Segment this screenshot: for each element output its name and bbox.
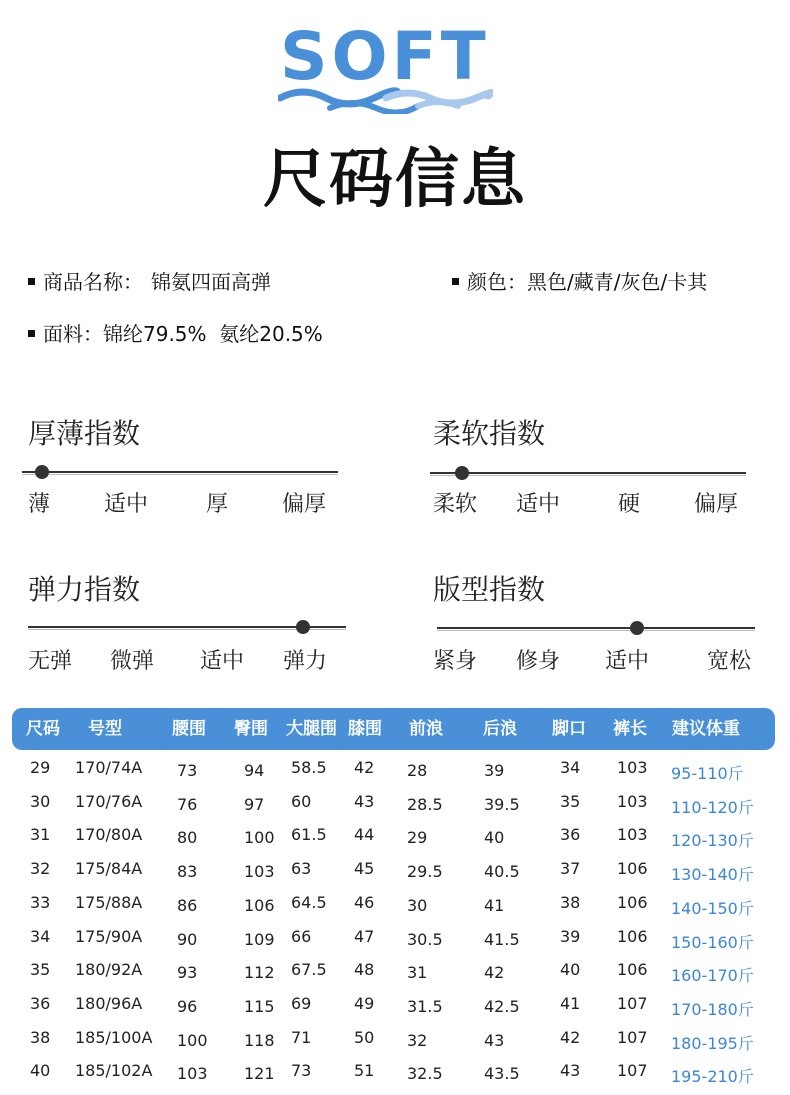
- cell-thigh: 66: [291, 927, 312, 946]
- cell-back-rise: 41.5: [484, 930, 520, 949]
- thickness-track: [22, 471, 338, 473]
- product-color-value: 黑色/藏青/灰色/卡其: [527, 270, 708, 294]
- product-fabric-line: [28, 318, 323, 347]
- index-title-thickness: 厚薄指数: [28, 417, 141, 450]
- cell-waist: 103: [177, 1064, 208, 1083]
- cell-size: 30: [30, 792, 51, 811]
- fit-track: [437, 627, 755, 629]
- cell-length: 106: [617, 893, 648, 912]
- softness-label-hard: 硬: [618, 492, 641, 517]
- header-thigh: 大腿围: [286, 719, 337, 739]
- logo-text: SOFT: [280, 18, 490, 95]
- fit-label-regular: 适中: [605, 649, 650, 674]
- cell-weight: 140-150斤: [671, 899, 754, 918]
- cell-size: 36: [30, 994, 51, 1013]
- cell-thigh: 63: [291, 859, 312, 878]
- elasticity-label-slight: 微弹: [110, 649, 155, 674]
- fit-label-tight: 紧身: [433, 649, 478, 674]
- cell-leg-opening: 38: [560, 893, 581, 912]
- cell-spec: 170/74A: [75, 758, 143, 777]
- cell-leg-opening: 43: [560, 1061, 581, 1080]
- cell-hip: 115: [244, 997, 275, 1016]
- cell-back-rise: 40: [484, 828, 505, 847]
- cell-length: 103: [617, 825, 648, 844]
- index-title-elasticity: 弹力指数: [28, 573, 141, 606]
- cell-leg-opening: 40: [560, 960, 581, 979]
- softness-label-medium: 适中: [516, 492, 561, 517]
- cell-thigh: 64.5: [291, 893, 327, 912]
- product-color-line: [452, 266, 707, 295]
- cell-leg-opening: 36: [560, 825, 581, 844]
- softness-track: [430, 472, 746, 474]
- cell-leg-opening: 41: [560, 994, 581, 1013]
- cell-weight: 170-180斤: [671, 1000, 754, 1019]
- header-waist: 腰围: [172, 719, 206, 739]
- cell-back-rise: 42.5: [484, 997, 520, 1016]
- cell-leg-opening: 34: [560, 758, 581, 777]
- cell-back-rise: 40.5: [484, 862, 520, 881]
- cell-weight: 110-120斤: [671, 798, 754, 817]
- index-title-fit: 版型指数: [433, 573, 546, 606]
- cell-length: 106: [617, 859, 648, 878]
- bullet-icon: [452, 278, 459, 285]
- cell-thigh: 71: [291, 1028, 312, 1047]
- elasticity-label-elastic: 弹力: [283, 649, 328, 674]
- header-hip: 臀围: [234, 719, 268, 739]
- logo-waves: [278, 86, 493, 114]
- cell-spec: 185/102A: [75, 1061, 153, 1080]
- thickness-label-thin: 薄: [28, 492, 51, 517]
- cell-size: 34: [30, 927, 51, 946]
- cell-size: 29: [30, 758, 51, 777]
- header-spec: 号型: [88, 719, 122, 739]
- cell-knee: 46: [354, 893, 375, 912]
- cell-spec: 180/92A: [75, 960, 143, 979]
- cell-front-rise: 29: [407, 828, 428, 847]
- header-size: 尺码: [26, 719, 60, 739]
- cell-waist: 76: [177, 795, 198, 814]
- cell-waist: 80: [177, 828, 198, 847]
- cell-back-rise: 43: [484, 1031, 505, 1050]
- cell-hip: 100: [244, 828, 275, 847]
- cell-waist: 86: [177, 896, 198, 915]
- softness-label-extra: 偏厚: [694, 492, 739, 517]
- cell-front-rise: 30.5: [407, 930, 443, 949]
- cell-thigh: 60: [291, 792, 312, 811]
- softness-label-soft: 柔软: [433, 492, 478, 517]
- cell-length: 103: [617, 758, 648, 777]
- cell-hip: 97: [244, 795, 265, 814]
- cell-front-rise: 31.5: [407, 997, 443, 1016]
- cell-spec: 185/100A: [75, 1028, 153, 1047]
- thickness-label-thick: 厚: [206, 492, 229, 517]
- header-back-rise: 后浪: [483, 719, 517, 739]
- cell-waist: 83: [177, 862, 198, 881]
- cell-length: 107: [617, 1028, 648, 1047]
- cell-hip: 118: [244, 1031, 275, 1050]
- cell-length: 106: [617, 960, 648, 979]
- cell-front-rise: 32: [407, 1031, 428, 1050]
- cell-knee: 44: [354, 825, 375, 844]
- bullet-icon: [28, 330, 35, 337]
- cell-knee: 43: [354, 792, 375, 811]
- cell-front-rise: 32.5: [407, 1064, 443, 1083]
- cell-length: 106: [617, 927, 648, 946]
- cell-back-rise: 39.5: [484, 795, 520, 814]
- product-name-line: [28, 266, 271, 295]
- cell-length: 107: [617, 1061, 648, 1080]
- cell-size: 31: [30, 825, 51, 844]
- header-front-rise: 前浪: [409, 719, 443, 739]
- softness-knob: [455, 466, 469, 480]
- cell-spec: 180/96A: [75, 994, 143, 1013]
- cell-weight: 195-210斤: [671, 1067, 754, 1086]
- cell-size: 35: [30, 960, 51, 979]
- product-fabric-label: 面料：: [43, 322, 103, 346]
- cell-length: 107: [617, 994, 648, 1013]
- cell-leg-opening: 39: [560, 927, 581, 946]
- thickness-label-medium: 适中: [104, 492, 149, 517]
- cell-back-rise: 41: [484, 896, 505, 915]
- cell-hip: 94: [244, 761, 265, 780]
- cell-weight: 180-195斤: [671, 1034, 754, 1053]
- cell-spec: 175/90A: [75, 927, 143, 946]
- cell-hip: 106: [244, 896, 275, 915]
- cell-waist: 73: [177, 761, 198, 780]
- cell-knee: 47: [354, 927, 375, 946]
- cell-size: 38: [30, 1028, 51, 1047]
- header-knee: 膝围: [348, 719, 382, 739]
- cell-weight: 95-110斤: [671, 764, 744, 783]
- product-fabric-value: 锦纶79.5% 氨纶20.5%: [103, 322, 323, 346]
- header-weight: 建议体重: [672, 719, 740, 739]
- cell-leg-opening: 35: [560, 792, 581, 811]
- fit-label-slim: 修身: [516, 649, 561, 674]
- cell-waist: 96: [177, 997, 198, 1016]
- cell-knee: 49: [354, 994, 375, 1013]
- cell-front-rise: 28: [407, 761, 428, 780]
- thickness-knob: [35, 465, 49, 479]
- bullet-icon: [28, 278, 35, 285]
- cell-knee: 51: [354, 1061, 375, 1080]
- cell-leg-opening: 42: [560, 1028, 581, 1047]
- cell-length: 103: [617, 792, 648, 811]
- fit-knob: [630, 621, 644, 635]
- size-table-header: [12, 708, 775, 750]
- cell-front-rise: 30: [407, 896, 428, 915]
- cell-knee: 48: [354, 960, 375, 979]
- cell-spec: 175/84A: [75, 859, 143, 878]
- cell-back-rise: 39: [484, 761, 505, 780]
- product-name-label: 商品名称：: [43, 270, 143, 294]
- cell-waist: 93: [177, 963, 198, 982]
- cell-size: 40: [30, 1061, 51, 1080]
- cell-hip: 109: [244, 930, 275, 949]
- elasticity-knob: [296, 620, 310, 634]
- cell-waist: 90: [177, 930, 198, 949]
- cell-knee: 50: [354, 1028, 375, 1047]
- cell-weight: 130-140斤: [671, 865, 754, 884]
- index-title-softness: 柔软指数: [433, 417, 546, 450]
- cell-size: 32: [30, 859, 51, 878]
- cell-thigh: 73: [291, 1061, 312, 1080]
- cell-spec: 170/76A: [75, 792, 143, 811]
- cell-size: 33: [30, 893, 51, 912]
- cell-leg-opening: 37: [560, 859, 581, 878]
- header-leg-opening: 脚口: [552, 719, 586, 739]
- cell-thigh: 58.5: [291, 758, 327, 777]
- page-title: 尺码信息: [263, 143, 527, 217]
- cell-hip: 112: [244, 963, 275, 982]
- cell-front-rise: 29.5: [407, 862, 443, 881]
- cell-hip: 121: [244, 1064, 275, 1083]
- cell-spec: 170/80A: [75, 825, 143, 844]
- header-length: 裤长: [613, 719, 647, 739]
- cell-thigh: 69: [291, 994, 312, 1013]
- cell-knee: 42: [354, 758, 375, 777]
- product-name-value: 锦氨四面高弹: [151, 270, 271, 294]
- cell-thigh: 67.5: [291, 960, 327, 979]
- cell-knee: 45: [354, 859, 375, 878]
- cell-waist: 100: [177, 1031, 208, 1050]
- cell-weight: 150-160斤: [671, 933, 754, 952]
- cell-front-rise: 31: [407, 963, 428, 982]
- cell-back-rise: 42: [484, 963, 505, 982]
- cell-spec: 175/88A: [75, 893, 143, 912]
- elasticity-label-none: 无弹: [28, 649, 73, 674]
- product-color-label: 颜色：: [467, 270, 527, 294]
- thickness-label-extra-thick: 偏厚: [282, 492, 327, 517]
- cell-weight: 120-130斤: [671, 831, 754, 850]
- cell-front-rise: 28.5: [407, 795, 443, 814]
- cell-hip: 103: [244, 862, 275, 881]
- cell-back-rise: 43.5: [484, 1064, 520, 1083]
- elasticity-label-medium: 适中: [200, 649, 245, 674]
- cell-weight: 160-170斤: [671, 966, 754, 985]
- cell-thigh: 61.5: [291, 825, 327, 844]
- fit-label-loose: 宽松: [707, 649, 752, 674]
